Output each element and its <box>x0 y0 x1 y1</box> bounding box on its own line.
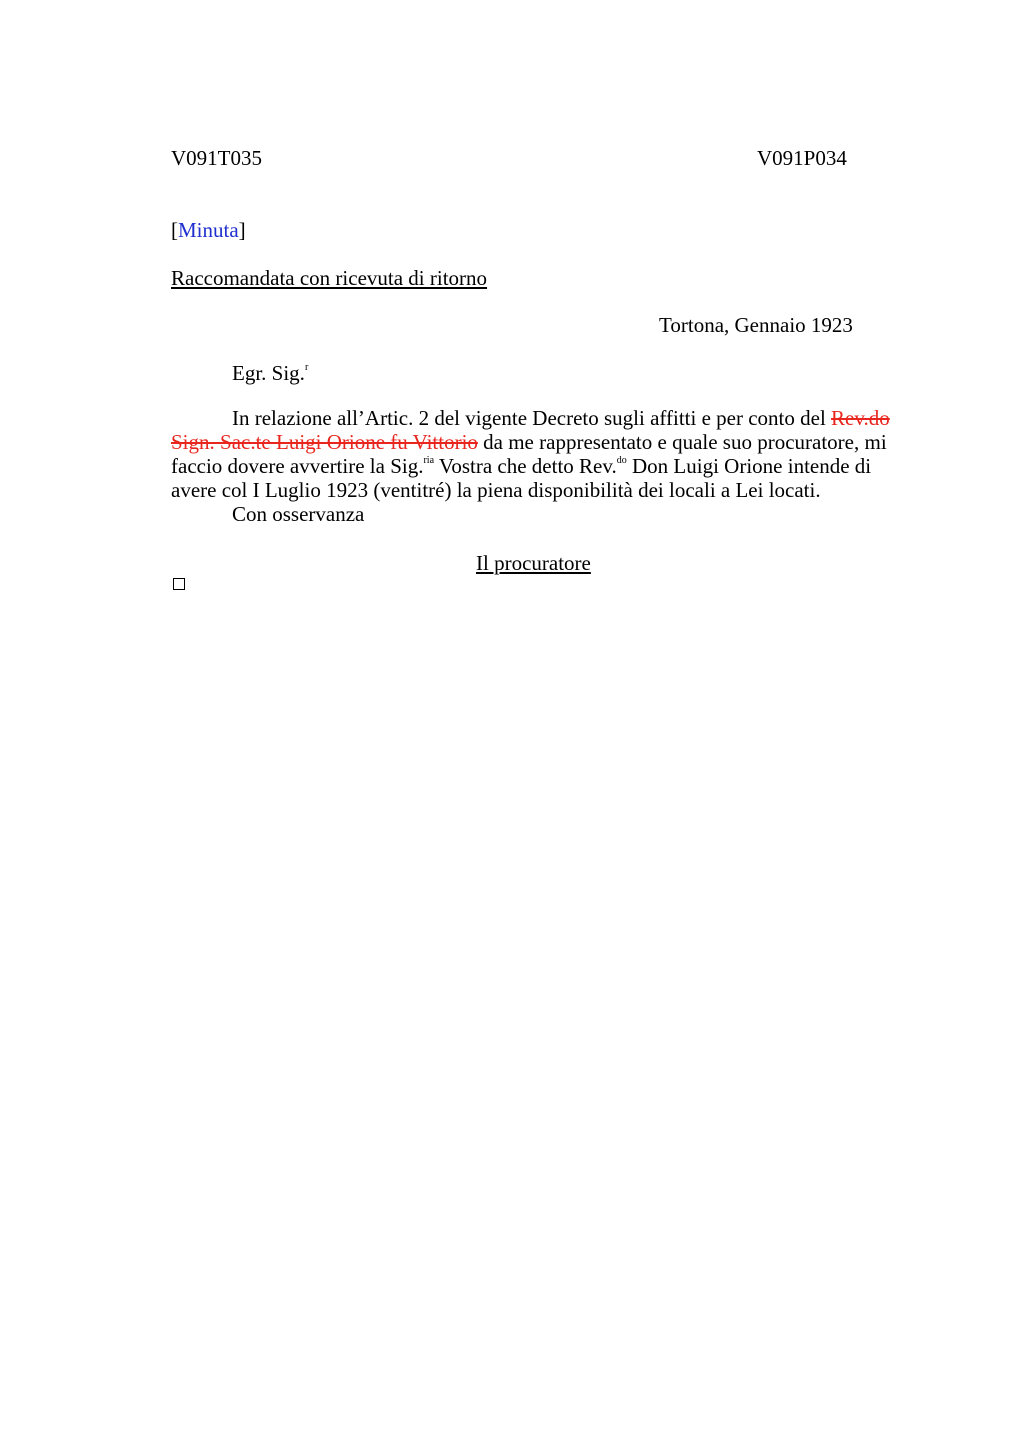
body-part-4: Don Luigi Orione intende di avere col I Luglio 1923 (ventitré) la piena disponibilità dei locali a Lei locati. <box>171 454 872 502</box>
signature: Il procuratore <box>476 551 591 575</box>
closing-line: Con osservanza <box>232 502 365 526</box>
salutation-text: Egr. Sig. <box>232 361 305 385</box>
body-part-3: Vostra che detto Rev. <box>434 454 617 478</box>
body-part-1: In relazione all’Artic. 2 del vigente Decreto sugli affitti e per conto del <box>232 406 832 430</box>
minuta-text: Minuta <box>178 218 239 242</box>
deleted-text: Rev.do Sign. Sac.te Luigi Orione fu Vittorio <box>171 406 890 454</box>
open-bracket: [ <box>171 218 178 242</box>
left-archive-code: V091T035 <box>171 146 262 170</box>
superscript-ria: ria <box>423 455 435 466</box>
minuta-label <box>171 218 246 242</box>
letter-body <box>171 406 921 526</box>
superscript-do: do <box>616 455 627 466</box>
right-archive-code: V091P034 <box>757 146 847 170</box>
salutation <box>232 361 308 385</box>
close-bracket: ] <box>238 218 246 242</box>
salutation-superscript: r <box>304 362 309 373</box>
body-paragraph <box>171 406 921 502</box>
checkbox-icon <box>173 578 185 590</box>
body-part-2: da me rappresentato e quale suo procuratore, mi faccio dovere avvertire la Sig. <box>171 430 887 478</box>
place-date: Tortona, Gennaio 1923 <box>659 313 853 337</box>
subject-line: Raccomandata con ricevuta di ritorno <box>171 266 488 290</box>
